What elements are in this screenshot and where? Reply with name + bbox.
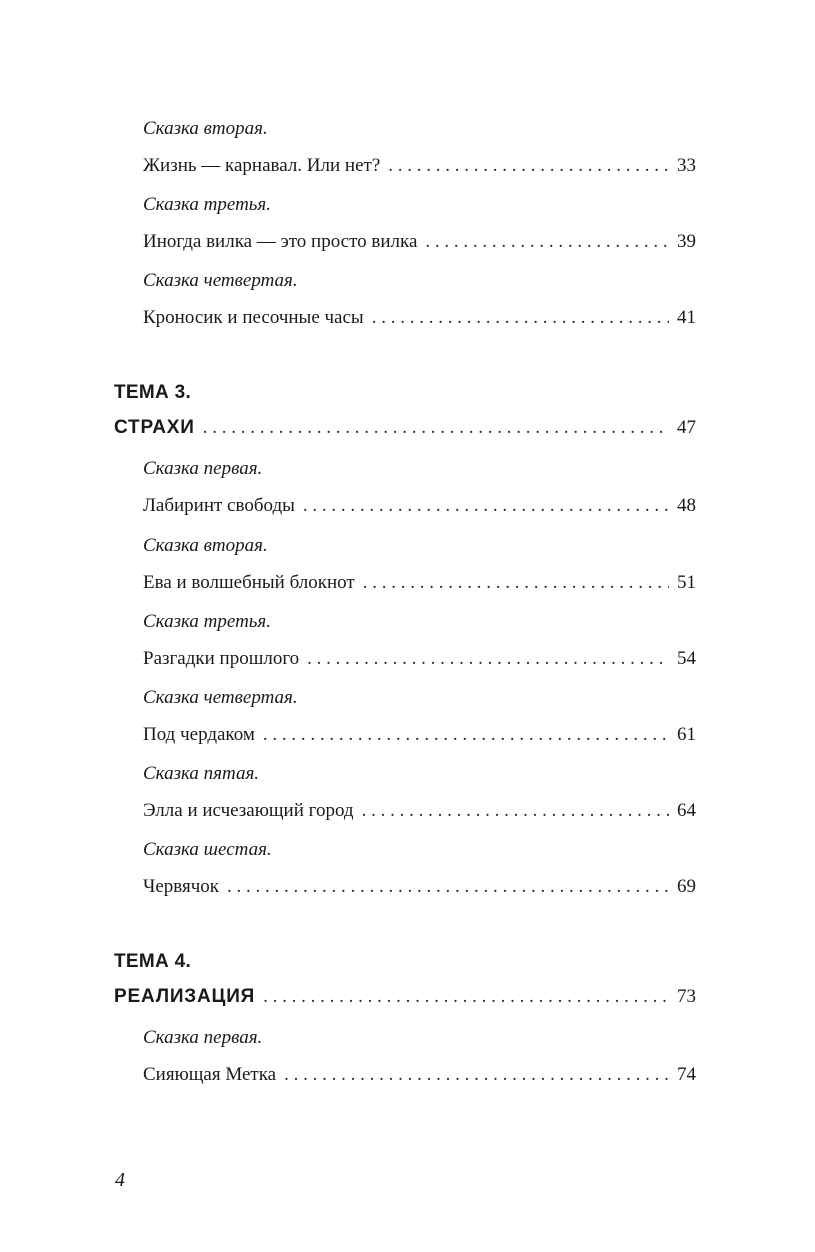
story-label: Сказка четвертая. <box>143 270 298 291</box>
page-ref: 69 <box>677 876 696 897</box>
toc-entry-link[interactable] <box>143 229 696 255</box>
page-ref: 74 <box>677 1064 696 1085</box>
toc-story <box>143 762 696 824</box>
dot-leader <box>263 722 669 748</box>
dot-leader <box>284 1062 669 1088</box>
story-title: Элла и исчезающий город <box>143 800 354 821</box>
story-label: Сказка первая. <box>143 458 263 479</box>
dot-leader <box>362 798 669 824</box>
toc-story <box>143 193 696 255</box>
toc-entry-link[interactable] <box>143 493 696 519</box>
toc-story <box>143 838 696 900</box>
toc-story <box>143 534 696 596</box>
dot-leader <box>425 229 669 255</box>
theme-label: ТЕМА 4. <box>114 951 192 972</box>
dot-leader <box>307 646 669 672</box>
story-title: Кроносик и песочные часы <box>143 307 364 328</box>
story-title: Ева и волшебный блокнот <box>143 572 355 593</box>
story-title: Жизнь — карнавал. Или нет? <box>143 155 381 176</box>
theme-title: СТРАХИ <box>114 417 195 438</box>
toc-theme-3 <box>114 381 696 441</box>
page-ref: 64 <box>677 800 696 821</box>
toc-story <box>143 610 696 672</box>
story-title: Разгадки прошлого <box>143 648 300 669</box>
story-title: Иногда вилка — это просто вилка <box>143 231 418 252</box>
story-label: Сказка вторая. <box>143 118 268 139</box>
story-label: Сказка вторая. <box>143 535 268 556</box>
story-label: Сказка шестая. <box>143 839 272 860</box>
page-ref: 54 <box>677 648 696 669</box>
page-ref: 33 <box>677 155 696 176</box>
dot-leader <box>263 984 669 1010</box>
story-label: Сказка четвертая. <box>143 687 298 708</box>
dot-leader <box>203 415 669 441</box>
theme-label: ТЕМА 3. <box>114 382 192 403</box>
toc-entry-link[interactable] <box>143 798 696 824</box>
dot-leader <box>372 305 669 331</box>
toc-entry-link[interactable] <box>143 305 696 331</box>
page-ref: 61 <box>677 724 696 745</box>
page-ref: 48 <box>677 495 696 516</box>
toc-story <box>143 1026 696 1088</box>
theme-title: РЕАЛИЗАЦИЯ <box>114 986 256 1007</box>
toc-story <box>143 117 696 179</box>
toc-theme-entry-link[interactable] <box>114 415 696 441</box>
story-title: Червячок <box>143 876 220 897</box>
toc-story <box>143 269 696 331</box>
dot-leader <box>363 570 669 596</box>
toc-theme-entry-link[interactable] <box>114 984 696 1010</box>
page-ref: 39 <box>677 231 696 252</box>
story-title: Лабиринт свободы <box>143 495 295 516</box>
toc-entry-link[interactable] <box>143 153 696 179</box>
toc-story <box>143 686 696 748</box>
page-ref: 51 <box>677 572 696 593</box>
page-ref: 41 <box>677 307 696 328</box>
story-title: Под чердаком <box>143 724 255 745</box>
story-label: Сказка третья. <box>143 194 272 215</box>
toc-entry-link[interactable] <box>143 1062 696 1088</box>
story-label: Сказка первая. <box>143 1027 263 1048</box>
page-number: 4 <box>115 1169 125 1191</box>
story-label: Сказка третья. <box>143 611 272 632</box>
toc-story <box>143 457 696 519</box>
toc-theme-4 <box>114 950 696 1010</box>
dot-leader <box>303 493 669 519</box>
toc-entry-link[interactable] <box>143 570 696 596</box>
toc-entry-link[interactable] <box>143 874 696 900</box>
toc-entry-link[interactable] <box>143 646 696 672</box>
dot-leader <box>227 874 669 900</box>
story-title: Сияющая Метка <box>143 1064 277 1085</box>
page-ref: 47 <box>677 417 696 438</box>
page-ref: 73 <box>677 986 696 1007</box>
toc-entry-link[interactable] <box>143 722 696 748</box>
story-label: Сказка пятая. <box>143 763 260 784</box>
dot-leader <box>388 153 669 179</box>
